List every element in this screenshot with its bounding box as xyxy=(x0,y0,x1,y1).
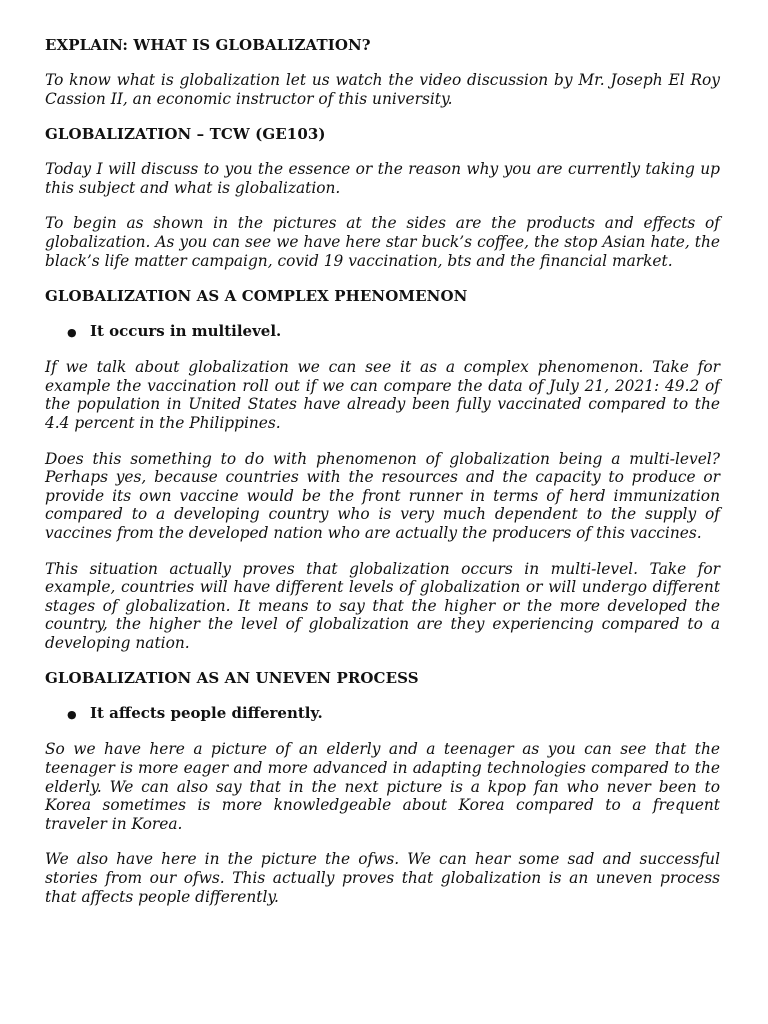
bullet-dot-icon: ● xyxy=(67,326,77,340)
paragraph-ofws: We also have here in the picture the ofws. We can hear some sad and successful stories from our ofws. This actually proves that globalization is an uneven process that affects people differently. xyxy=(45,850,720,906)
document-page xyxy=(45,36,720,923)
paragraph-elderly: So we have here a picture of an elderly and a teenager as you can see that the teenager is more eager and more advanced in adapting technologies compared to the elderly. We can also say that in the next picture is a kpop fan who never been to Korea sometimes is more knowledgeable about Korea compared to a frequent traveler in Korea. xyxy=(45,740,720,833)
bullet-item-affects xyxy=(67,704,720,724)
heading-uneven-process: GLOBALIZATION AS AN UNEVEN PROCESS xyxy=(45,669,419,688)
paragraph-does: Does this something to do with phenomenon of globalization being a multi-level? Perhaps yes, because countries with the resources and the capacity to produce or provide its own vaccine would be the front runner in terms of herd immunization compared to a developing country who is very much dependent to the supply of vaccines from the developed nation who are actually the producers of this vaccines. xyxy=(45,449,720,542)
paragraph-today: Today I will discuss to you the essence or the reason why you are currently taking up this subject and what is globalization. xyxy=(45,160,720,197)
paragraph-intro: To know what is globalization let us watch the video discussion by Mr. Joseph El Roy Cassion II, an economic instructor of this university. xyxy=(45,71,720,108)
paragraph-situation: This situation actually proves that globalization occurs in multi-level. Take for example, countries will have different levels of globalization or will undergo different stages of globalization. It means to say that the higher or the more developed the country, the higher the level of globalization are they experiencing compared to a developing nation. xyxy=(45,559,720,652)
bullet-dot-icon: ● xyxy=(67,708,77,722)
bullet-item-multilevel xyxy=(67,322,720,342)
bullet-text: It affects people differently. xyxy=(90,704,323,723)
heading-explain: EXPLAIN: WHAT IS GLOBALIZATION? xyxy=(45,36,371,54)
paragraph-vaccination: If we talk about globalization we can see it as a complex phenomenon. Take for example the vaccination roll out if we can compare the data of July 21, 2021: 49.2 of the population in United States have already been fully vaccinated compared to the 4.4 percent in the Philippines. xyxy=(45,358,720,432)
heading-complex-phenomenon: GLOBALIZATION AS A COMPLEX PHENOMENON xyxy=(45,287,468,306)
paragraph-begin: To begin as shown in the pictures at the sides are the products and effects of globalization. As you can see we have here star buck’s coffee, the stop Asian hate, the black’s life matter campaign, covid 19 vaccination, bts and the financial market. xyxy=(45,214,720,270)
bullet-text: It occurs in multilevel. xyxy=(90,322,282,341)
heading-tcw: GLOBALIZATION – TCW (GE103) xyxy=(45,125,326,144)
